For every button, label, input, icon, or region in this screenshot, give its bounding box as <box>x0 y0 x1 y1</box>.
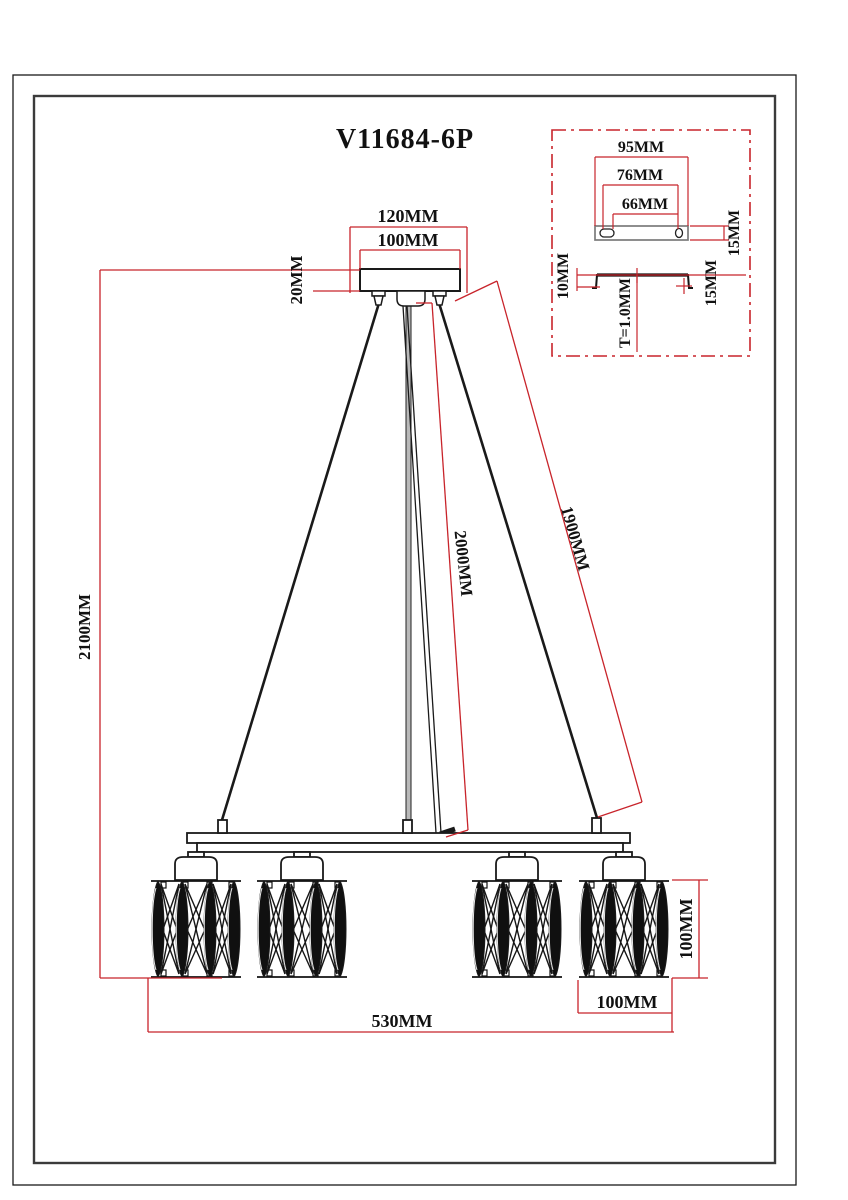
dim-bracket-depth-label: 15MM <box>726 209 743 257</box>
socket-holder-2 <box>281 852 323 880</box>
crystal-shade-4 <box>579 881 669 977</box>
dim-flange-right-label: 15MM <box>703 259 720 307</box>
bracket-slot <box>600 229 614 237</box>
dim-canopy-height-label: 20MM <box>287 255 306 305</box>
socket-holder-1 <box>175 852 217 880</box>
dim-slot-spacing-label: 76MM <box>616 167 664 184</box>
ceiling-canopy <box>360 269 460 291</box>
dim-flange-left-label: 10MM <box>555 252 572 300</box>
dim-hole-spacing-label: 66MM <box>621 196 669 213</box>
crystal-shade-1 <box>151 881 241 977</box>
inner-border <box>34 96 775 1163</box>
crystal-shade-2 <box>257 881 347 977</box>
dim-shade-height-label: 100MM <box>676 898 696 960</box>
dim-canopy-width-label: 100MM <box>377 230 439 250</box>
inset-dimension-lines <box>577 157 746 352</box>
dim-thickness-label: T=1.0MM <box>617 278 634 348</box>
detail-inset <box>552 130 750 356</box>
power-cable-line-2 <box>407 306 441 833</box>
canopy-cable-holder <box>397 291 425 306</box>
wire-post-center <box>403 820 412 833</box>
dim-shade-diameter-label: 100MM <box>596 992 658 1012</box>
dim-canopy-outer-label: 120MM <box>377 206 439 226</box>
bracket-hole <box>676 229 683 238</box>
dim-wire-length-label: 1900MM <box>557 504 594 573</box>
dim-frame-width-label: 530MM <box>371 1011 433 1031</box>
wire-post-right <box>592 818 601 833</box>
inset-dashdot-border <box>552 130 750 356</box>
dim-overall-drop-label: 2100MM <box>75 593 94 661</box>
socket-holders <box>175 852 645 880</box>
socket-holder-4 <box>603 852 645 880</box>
wire-post-left <box>218 820 227 833</box>
crystal-shade-3 <box>472 881 562 977</box>
suspension-wire-left <box>222 303 379 820</box>
socket-holder-3 <box>496 852 538 880</box>
frame-bar <box>187 818 630 852</box>
dim-cable-length-label: 2000MM <box>450 529 477 598</box>
drawing-title: V11684-6P <box>335 124 475 155</box>
dim-bracket-width-label: 95MM <box>617 139 665 156</box>
chandelier-drawing <box>151 269 669 977</box>
canopy-wire-grippers <box>372 291 446 306</box>
